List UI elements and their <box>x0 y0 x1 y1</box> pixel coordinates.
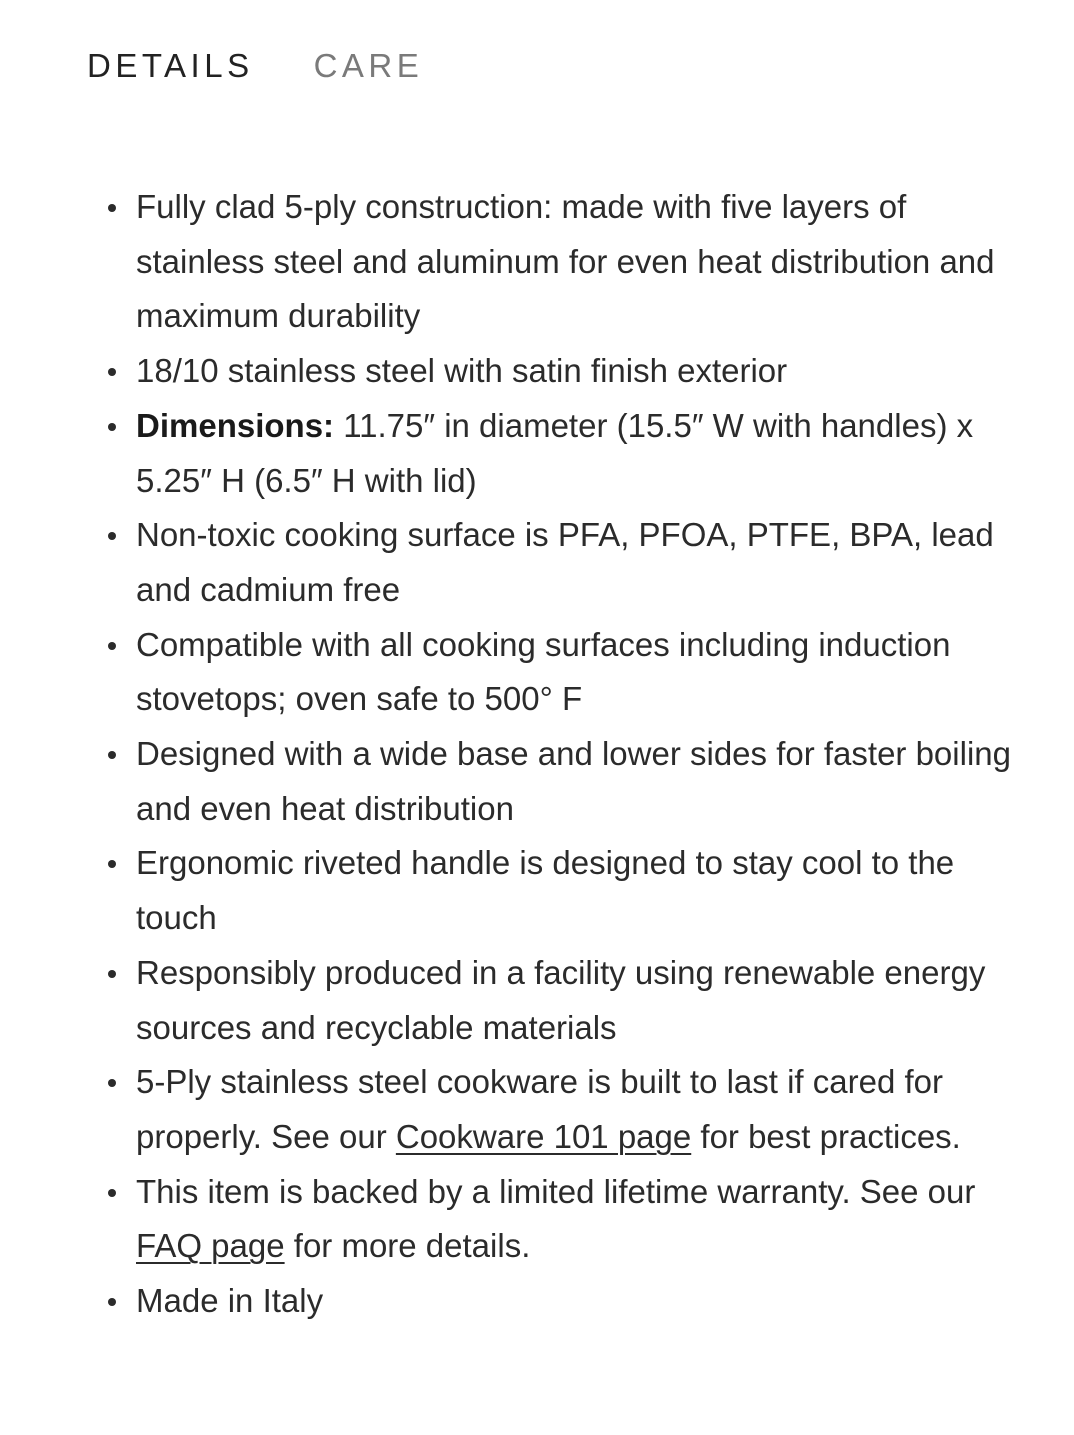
bullet-icon <box>108 204 116 212</box>
item-text: Compatible with all cooking surfaces including induction stovetops; oven safe to 500° F <box>136 625 951 718</box>
item-text: Non-toxic cooking surface is PFA, PFOA, PTFE, BPA, lead and cadmium free <box>136 516 994 608</box>
bullet-icon <box>108 1298 116 1306</box>
cookware-101-link[interactable]: Cookware 101 page <box>395 1117 692 1155</box>
item-text: Made in Italy <box>136 1282 324 1320</box>
item-text: 5-Ply stainless steel cookware is built to last if cared for properly. See our <box>136 1063 944 1155</box>
list-item <box>136 180 1036 344</box>
bullet-icon <box>108 532 116 540</box>
item-text: This item is backed by a limited lifetime warranty. See our <box>136 1172 976 1210</box>
list-item <box>136 1055 1036 1164</box>
bullet-icon <box>108 970 116 978</box>
item-text: Ergonomic riveted handle is designed to stay cool to the touch <box>136 844 955 937</box>
details-list <box>100 180 1036 1329</box>
list-item <box>136 1165 1036 1274</box>
tab-details[interactable]: DETAILS <box>87 47 254 84</box>
list-item <box>136 727 1036 836</box>
list-item <box>136 618 1036 727</box>
bullet-icon <box>108 1189 116 1197</box>
bullet-icon <box>108 423 116 431</box>
tab-bar <box>87 44 423 88</box>
item-text: Responsibly produced in a facility using renewable energy sources and recyclable materials <box>136 953 986 1046</box>
bullet-icon <box>108 642 116 650</box>
bullet-icon <box>108 860 116 868</box>
dimensions-label: Dimensions: <box>136 406 335 444</box>
list-item <box>136 344 1036 399</box>
list-item <box>136 836 1036 945</box>
bullet-icon <box>108 368 116 376</box>
bullet-icon <box>108 751 116 759</box>
item-text: Fully clad 5-ply construction: made with five layers of stainless steel and aluminum for even heat distribution and maximum durability <box>136 188 995 335</box>
item-text: Designed with a wide base and lower sides for faster boiling and even heat distribution <box>136 735 1011 827</box>
tab-care[interactable]: CARE <box>313 47 424 84</box>
item-text: 18/10 stainless steel with satin finish exterior <box>136 352 788 390</box>
list-item <box>136 946 1036 1055</box>
list-item <box>136 1274 1036 1329</box>
list-item <box>136 508 1036 617</box>
faq-page-link[interactable]: FAQ page <box>136 1227 285 1265</box>
item-text: for more details. <box>284 1227 531 1265</box>
item-text: 11.75″ in diameter (15.5″ W with handles) x 5.25″ H (6.5″ H with lid) <box>136 406 974 499</box>
bullet-icon <box>108 1079 116 1087</box>
item-text: for best practices. <box>691 1117 961 1155</box>
list-item <box>136 399 1036 508</box>
